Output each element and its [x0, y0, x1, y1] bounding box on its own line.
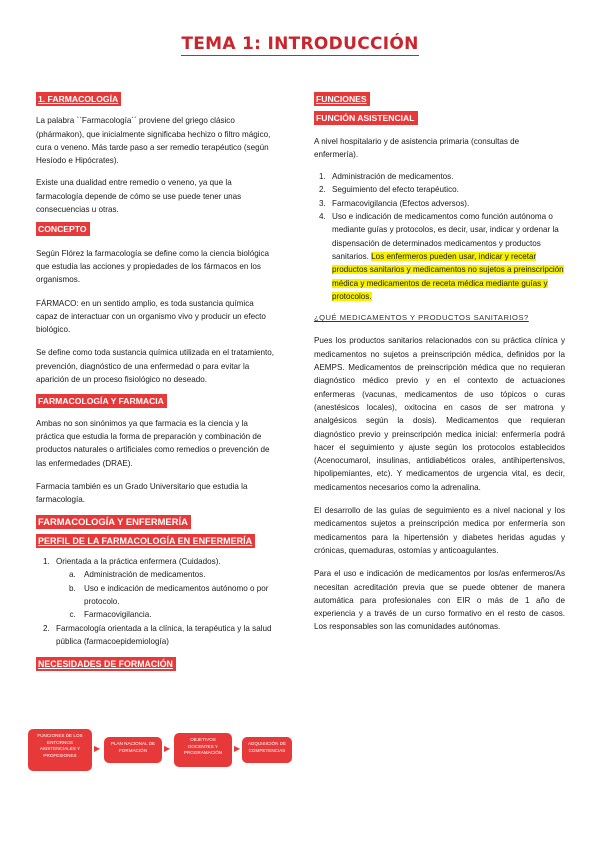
perfil-list: [52, 555, 276, 648]
asistencial-intro: A nivel hospitalario y de asistencia primaria (consultas de enfermería).: [314, 136, 520, 159]
asistencial-list: [328, 170, 565, 303]
farmacia-heading: FARMACOLOGÍA Y FARMACIA: [36, 394, 167, 408]
concepto-heading: CONCEPTO: [36, 222, 90, 236]
flow-arrow-icon: ▶: [94, 744, 101, 753]
flow-box-plan: PLAN NACIONAL DE FORMACIÓN: [104, 737, 162, 763]
perfil-item-1: [52, 555, 276, 621]
asistencial-item-4-text: Uso e indicación de medicamentos como función autónoma o mediante guías y protocolos, es decir, usar, indicar y ordenar la dispensación de determinados medicamentos y productos sanitarios.: [332, 212, 559, 261]
perfil-subitem-c: c. Farmacovigilancia.: [78, 608, 276, 621]
farmacia-paragraph-1: Ambas no son sinónimos ya que farmacia es la ciencia y la práctica que estudia la forma de preparación y combinación de productos naturales o artificiales como remedios o prevención de las enfermedades (DRAE).: [36, 418, 270, 468]
asistencial-item-2: 2. Seguimiento del efecto terapéutico.: [328, 183, 565, 196]
asistencial-item-4: [328, 210, 565, 303]
flow-box-objetivos: OBJETIVOS DOCENTES Y PROGRAMACIÓN: [174, 733, 232, 767]
concepto-paragraph-3: Se define como toda sustancia química utilizada en el tratamiento, prevención, diagnóstico de una enfermedad o para evitar la aparición de un proceso fisiológico no deseado.: [36, 348, 275, 385]
asistencial-item-4-highlight: Los enfermeros pueden usar, indicar y recetar productos sanitarios y medicamentos no sujetos a preinscripción médica y medicamentos de receta médica mediante guías y protocolos.: [332, 251, 564, 301]
funciones-heading: FUNCIONES: [314, 92, 370, 106]
page-title: TEMA 1: INTRODUCCIÓN: [181, 34, 419, 54]
farmacologia-paragraph-1: La palabra ``Farmacología´´ proviene del griego clásico (phármakon), que inicialmente significaba hechizo o filtro mágico, cura o veneno. Más tarde paso a ser remedio terapéutico (según Hesíodo e Hipócrates).: [36, 116, 271, 166]
concepto-paragraph-1: Según Flórez la farmacología se define como la ciencia biológica que estudia las acciones y propiedades de los fármacos en los organismos.: [36, 248, 270, 285]
enfermeria-heading: FARMACOLOGÍA Y ENFERMERÍA: [36, 515, 191, 529]
flow-box-funciones: FUNCIONES DE LOS ENTORNOS ASISTENCIALES Y PROFESIONES: [28, 729, 92, 771]
asistencial-heading: FUNCIÓN ASISTENCIAL: [314, 111, 418, 125]
medicamentos-paragraph-1: Pues los productos sanitarios relacionados con su práctica clínica y medicamentos no sujetos a preinscripción médica, definidos por la AEMPS. Medicamentos de preinscripción médica que no requieran diagnóstico médico previo y en el contexto de actuaciones enfermeras (vacunas, medicamentos de uso tópicos o curas (anestésicos locales), oxitocina en casos de ser matrona y analgésicos según la dosis). Medicamentos que requieran diagnóstico previo y preinscripción medica inicial: enfermería podrá hacer el seguimiento y ajuste según los protocolos establecidos (Acenocumarol, insulinas, antidiabéticos orales, antihipertensivos, hipolipemiantes, etc). Y medicamentos de urgencia vital, es decir, medicamentos necesarios como la adrenalina.: [314, 336, 565, 492]
flow-arrow-icon: ▶: [234, 744, 241, 753]
left-column: [36, 92, 276, 671]
right-column: [314, 92, 565, 634]
flow-arrow-icon: ▶: [164, 744, 171, 753]
perfil-heading: PERFIL DE LA FARMACOLOGÍA EN ENFERMERÍA: [36, 534, 255, 548]
perfil-sublist: [78, 568, 276, 621]
asistencial-item-3: 3. Farmacovigilancia (Efectos adversos).: [328, 197, 565, 210]
farmacologia-heading: 1. FARMACOLOGÍA: [36, 92, 121, 106]
necesidades-heading: NECESIDADES DE FORMACIÓN: [36, 657, 176, 671]
page-title-wrap: [0, 34, 600, 54]
farmacia-paragraph-2: Farmacia también es un Grado Universitario que estudia la farmacología.: [36, 481, 248, 505]
formacion-flow-diagram: [28, 729, 288, 771]
perfil-subitem-b: b. Uso e indicación de medicamentos autónomo o por protocolo.: [78, 582, 276, 609]
concepto-paragraph-2: FÁRMACO: en un sentido amplio, es toda sustancia química capaz de interactuar con un organismo vivo y producir un efecto biológico.: [36, 298, 266, 335]
medicamentos-paragraph-2: El desarrollo de las guías de seguimiento es a nivel nacional y los medicamentos sujetos a preinscripción medica por enfermería son medicamentos para la hipertensión y diabetes heridas agudas y crónicas, quemaduras, ostomías y anticoagulantes.: [314, 506, 565, 555]
perfil-item-2: 2. Farmacología orientada a la clínica, la terapéutica y la salud pública (farmacoepidemiología): [52, 622, 276, 649]
medicamentos-question: ¿QUÉ MEDICAMENTOS Y PRODUCTOS SANITARIOS?: [314, 313, 529, 323]
farmacologia-paragraph-2: Existe una dualidad entre remedio o veneno, ya que la farmacología depende de cómo se use puede tener unas consecuencias u otras.: [36, 178, 242, 215]
medicamentos-paragraph-3: Para el uso e indicación de medicamentos por los/as enfermeros/As necesitan acreditación previa que se puede obtener de manera automática para profesionales con EIR o más de 1 año de experiencia y a través de un curso formativo en el resto de casos. Los responsables son las comunidades autónomas.: [314, 569, 565, 632]
perfil-item-1-text: Orientada a la práctica enfermera (Cuidados).: [56, 557, 221, 567]
flow-box-competencias: ADQUISICIÓN DE COMPETENCIAS: [242, 737, 292, 763]
asistencial-item-1: 1. Administración de medicamentos.: [328, 170, 565, 183]
perfil-subitem-a: a. Administración de medicamentos.: [78, 568, 276, 581]
